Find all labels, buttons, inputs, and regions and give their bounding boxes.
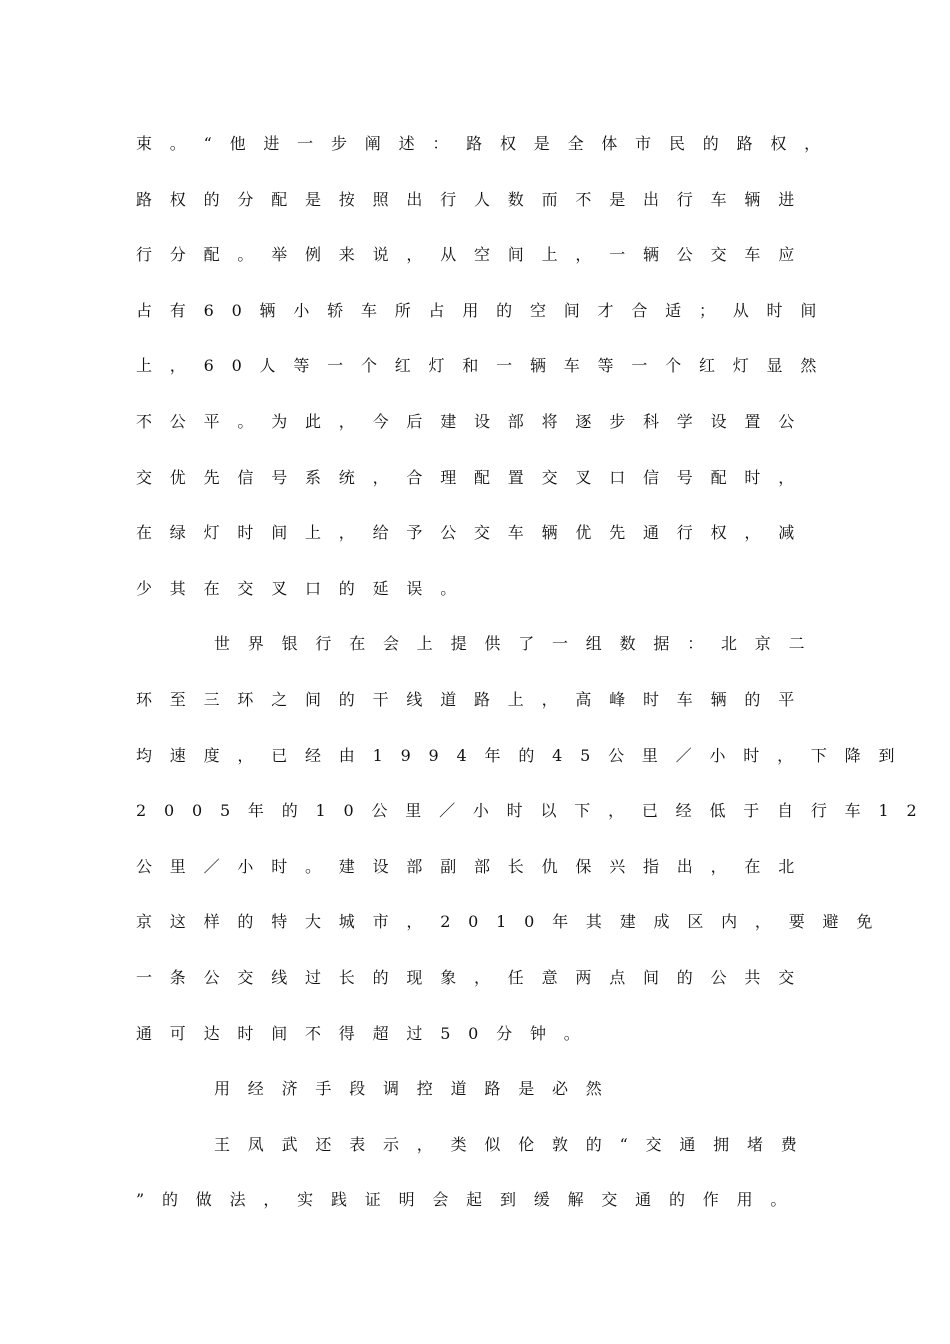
text-line-20: ”的做法，实践证明会起到缓解交通的作用。 <box>136 1190 805 1210</box>
text-line-17: 通可达时间不得超过50分钟。 <box>136 1023 598 1043</box>
text-line-15: 京这样的特大城市，2010年其建成区内，要避免 <box>136 912 891 932</box>
text-line-13: 2005年的10公里／小时以下，已经低于自行车12 <box>136 801 935 821</box>
text-line-8: 在绿灯时间上，给予公交车辆优先通行权，减 <box>136 523 813 543</box>
text-line-19: 王凤武还表示，类似伦敦的“交通拥堵费 <box>214 1134 815 1154</box>
text-line-3: 行分配。举例来说，从空间上，一辆公交车应 <box>136 245 813 265</box>
text-line-2: 路权的分配是按照出行人数而不是出行车辆进 <box>136 189 813 209</box>
text-line-5: 上，60人等一个红灯和一辆车等一个红灯显然 <box>136 356 835 376</box>
text-line-10: 世界银行在会上提供了一组数据：北京二 <box>214 634 823 654</box>
text-line-14: 公里／小时。建设部副部长仇保兴指出，在北 <box>136 856 813 876</box>
section-heading: 用经济手段调控道路是必然 <box>214 1079 620 1099</box>
text-line-16: 一条公交线过长的现象，任意两点间的公共交 <box>136 967 813 987</box>
text-line-12: 均速度，已经由1994年的45公里／小时，下降到 <box>136 745 913 765</box>
text-line-4: 占有60辆小轿车所占用的空间才合适；从时间 <box>136 300 835 320</box>
text-line-6: 不公平。为此，今后建设部将逐步科学设置公 <box>136 411 813 431</box>
text-line-7: 交优先信号系统，合理配置交叉口信号配时， <box>136 467 813 487</box>
text-line-9: 少其在交叉口的延误。 <box>136 578 475 598</box>
text-line-1: 束。“他进一步阐述：路权是全体市民的路权， <box>136 134 838 153</box>
text-line-11: 环至三环之间的干线道路上，高峰时车辆的平 <box>136 689 813 709</box>
body-text <box>136 116 935 1228</box>
